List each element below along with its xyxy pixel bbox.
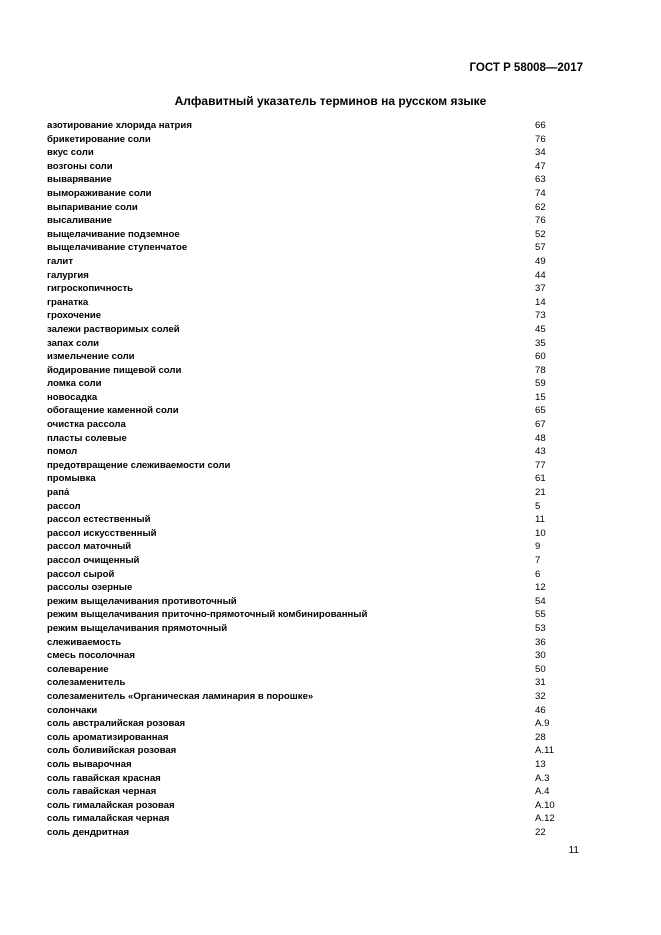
entry-reference: А.4 — [535, 786, 550, 798]
entry-reference: 61 — [535, 473, 546, 485]
index-title: Алфавитный указатель терминов на русском языке — [174, 94, 487, 108]
entry-term: выварявание — [47, 174, 112, 186]
index-entry — [47, 554, 587, 568]
entry-reference: А.10 — [535, 799, 555, 811]
entry-reference: 30 — [535, 650, 546, 662]
entry-term: грохочение — [47, 310, 102, 322]
index-entry — [47, 133, 587, 147]
index-entry — [47, 636, 587, 650]
index-entry — [47, 568, 587, 582]
entry-reference: 10 — [535, 527, 546, 539]
entry-term: выпаривание соли — [47, 201, 138, 213]
index-entry — [47, 337, 587, 351]
entry-reference: 54 — [535, 595, 546, 607]
entry-term: обогащение каменной соли — [47, 405, 179, 417]
entry-reference: 6 — [535, 568, 541, 580]
entry-reference: 46 — [535, 704, 546, 716]
index-entry — [47, 404, 587, 418]
entry-reference: 44 — [535, 269, 546, 281]
index-entry — [47, 731, 587, 745]
entry-term: смесь посолочная — [47, 650, 135, 662]
entry-term: помол — [47, 446, 78, 458]
entry-term: азотирование хлорида натрия — [47, 120, 192, 131]
entry-term: соль гавайская красная — [47, 772, 161, 784]
index-entry — [47, 595, 587, 609]
index-entry — [47, 486, 587, 500]
entry-reference: 9 — [535, 541, 541, 553]
entry-term: ломка соли — [47, 378, 102, 390]
entry-reference: 37 — [535, 283, 546, 295]
entry-term: соль гималайская розовая — [47, 799, 175, 811]
entry-term: рассол сырой — [47, 568, 115, 580]
index-entry — [47, 608, 587, 622]
index-entry — [47, 772, 587, 786]
index-entry — [47, 799, 587, 813]
entry-reference: 32 — [535, 690, 546, 702]
entry-reference: 43 — [535, 446, 546, 458]
entry-term: рассолы озерные — [47, 582, 133, 594]
entry-reference: 48 — [535, 432, 546, 444]
entry-term: рассол очищенный — [47, 555, 140, 566]
entry-term: режим выщелачивания противоточный — [47, 595, 237, 607]
entry-term: солеварение — [47, 663, 109, 675]
entry-reference: 13 — [535, 758, 546, 770]
entry-term: очистка рассола — [47, 419, 126, 431]
index-entry — [47, 201, 587, 215]
entry-reference: А.9 — [535, 718, 550, 730]
entry-reference: А.11 — [535, 745, 555, 757]
entry-reference: 73 — [535, 310, 546, 322]
entry-term: измельчение соли — [47, 351, 135, 363]
entry-reference: 12 — [535, 582, 546, 594]
entry-reference: 55 — [535, 609, 546, 621]
index-entry — [47, 255, 587, 269]
entry-reference: 76 — [535, 215, 546, 227]
index-entry — [47, 146, 587, 160]
index-entry — [47, 649, 587, 663]
entry-reference: 57 — [535, 242, 546, 254]
entry-reference: 65 — [535, 405, 546, 417]
entry-term: соль ароматизированная — [47, 731, 169, 743]
index-entry — [47, 445, 587, 459]
page-number: 11 — [568, 845, 579, 856]
entry-term: слеживаемость — [47, 636, 122, 648]
entry-reference: 14 — [535, 296, 546, 308]
entry-term: возгоны соли — [47, 160, 113, 172]
entry-term: высаливание — [47, 215, 113, 227]
entry-term: предотвращение слеживаемости соли — [47, 459, 231, 471]
entry-reference: 34 — [535, 147, 546, 159]
index-entry — [47, 527, 587, 541]
entry-reference: 36 — [535, 636, 546, 648]
entry-reference: 15 — [535, 391, 546, 403]
index-entry — [47, 676, 587, 690]
index-entry — [47, 540, 587, 554]
index-entry — [47, 364, 587, 378]
index-entry — [47, 187, 587, 201]
entry-term: выщелачивание ступенчатое — [47, 242, 188, 254]
index-entry — [47, 690, 587, 704]
index-entry — [47, 282, 587, 296]
index-entry — [47, 173, 587, 187]
entry-term: солезаменитель — [47, 677, 126, 689]
index-entry — [47, 812, 587, 826]
entry-term: промывка — [47, 473, 96, 485]
index-entry — [47, 758, 587, 772]
entry-reference: 62 — [535, 201, 546, 213]
entry-term: рассол маточный — [47, 541, 132, 553]
entry-term: пласты солевые — [47, 432, 127, 444]
entry-reference: 28 — [535, 731, 546, 743]
index-entry — [47, 269, 587, 283]
index-entry — [47, 241, 587, 255]
entry-term: соль боливийская розовая — [47, 745, 177, 757]
entry-reference: 74 — [535, 187, 546, 199]
index-entry — [47, 214, 587, 228]
entry-term: йодирование пищевой соли — [47, 364, 182, 376]
index-entry — [47, 472, 587, 486]
standard-header: ГОСТ Р 58008—2017 — [469, 62, 583, 74]
index-entry — [47, 826, 587, 840]
index-entry — [47, 391, 587, 405]
entry-reference: 21 — [535, 487, 546, 499]
index-entry — [47, 785, 587, 799]
index-entry — [47, 309, 587, 323]
entry-term: солезаменитель «Органическая ламинария в порошке» — [47, 690, 314, 702]
index-entry — [47, 704, 587, 718]
entry-term: рассол — [47, 500, 81, 512]
entry-term: гигроскопичность — [47, 283, 134, 295]
entry-term: соль австралийская розовая — [47, 718, 186, 730]
entry-reference: 31 — [535, 677, 546, 689]
entry-term: рассол естественный — [47, 514, 151, 526]
index-entry — [47, 418, 587, 432]
index-entry — [47, 160, 587, 174]
entry-term: брикетирование соли — [47, 133, 151, 145]
index-entry — [47, 350, 587, 364]
entry-term: соль гавайская черная — [47, 786, 157, 798]
entry-reference: 76 — [535, 133, 546, 145]
entry-term: соль выварочная — [47, 758, 132, 770]
entry-term: соль гималайская черная — [47, 813, 170, 825]
entry-term: галургия — [47, 269, 89, 281]
entry-term: режим выщелачивания приточно-прямоточный комбинированный — [47, 609, 368, 621]
index-entry — [47, 500, 587, 514]
index-entry — [47, 119, 587, 133]
entry-reference: 78 — [535, 364, 546, 376]
index-entry — [47, 581, 587, 595]
entry-term: рапа́ — [47, 487, 70, 499]
entry-reference: 67 — [535, 419, 546, 431]
entry-term: вкус соли — [47, 147, 94, 159]
entry-term: соль дендритная — [47, 826, 130, 838]
entry-term: режим выщелачивания прямоточный — [47, 622, 228, 634]
index-entry — [47, 432, 587, 446]
index-entry — [47, 663, 587, 677]
entry-term: новосадка — [47, 391, 98, 403]
entry-reference: 59 — [535, 378, 546, 390]
entry-term: вымораживание соли — [47, 187, 152, 199]
entry-term: запах соли — [47, 337, 100, 349]
entry-reference: 49 — [535, 255, 546, 267]
entry-reference: 22 — [535, 826, 546, 838]
entry-term: солончаки — [47, 704, 98, 716]
entry-reference: 35 — [535, 337, 546, 349]
entry-term: галит — [47, 255, 74, 267]
entry-reference: 77 — [535, 459, 546, 471]
entry-reference: 53 — [535, 622, 546, 634]
index-entry — [47, 228, 587, 242]
entry-reference: А.3 — [535, 772, 550, 784]
entry-reference: 5 — [535, 500, 541, 512]
index-entry — [47, 377, 587, 391]
index-entry — [47, 744, 587, 758]
term-index-list — [47, 119, 587, 839]
entry-term: залежи растворимых солей — [47, 323, 180, 335]
entry-reference: 47 — [535, 160, 546, 172]
entry-reference: 52 — [535, 228, 546, 240]
entry-reference: 45 — [535, 323, 546, 335]
index-entry — [47, 717, 587, 731]
entry-term: рассол искусственный — [47, 527, 157, 539]
entry-reference: 7 — [535, 555, 541, 566]
index-entry — [47, 296, 587, 310]
index-entry — [47, 323, 587, 337]
index-entry — [47, 513, 587, 527]
entry-term: выщелачивание подземное — [47, 228, 180, 240]
entry-reference: 11 — [535, 514, 545, 526]
entry-reference: 50 — [535, 663, 546, 675]
entry-reference: 66 — [535, 120, 546, 131]
entry-reference: 63 — [535, 174, 546, 186]
entry-reference: А.12 — [535, 813, 555, 825]
index-entry — [47, 459, 587, 473]
entry-term: гранатка — [47, 296, 89, 308]
entry-reference: 60 — [535, 351, 546, 363]
index-entry — [47, 622, 587, 636]
